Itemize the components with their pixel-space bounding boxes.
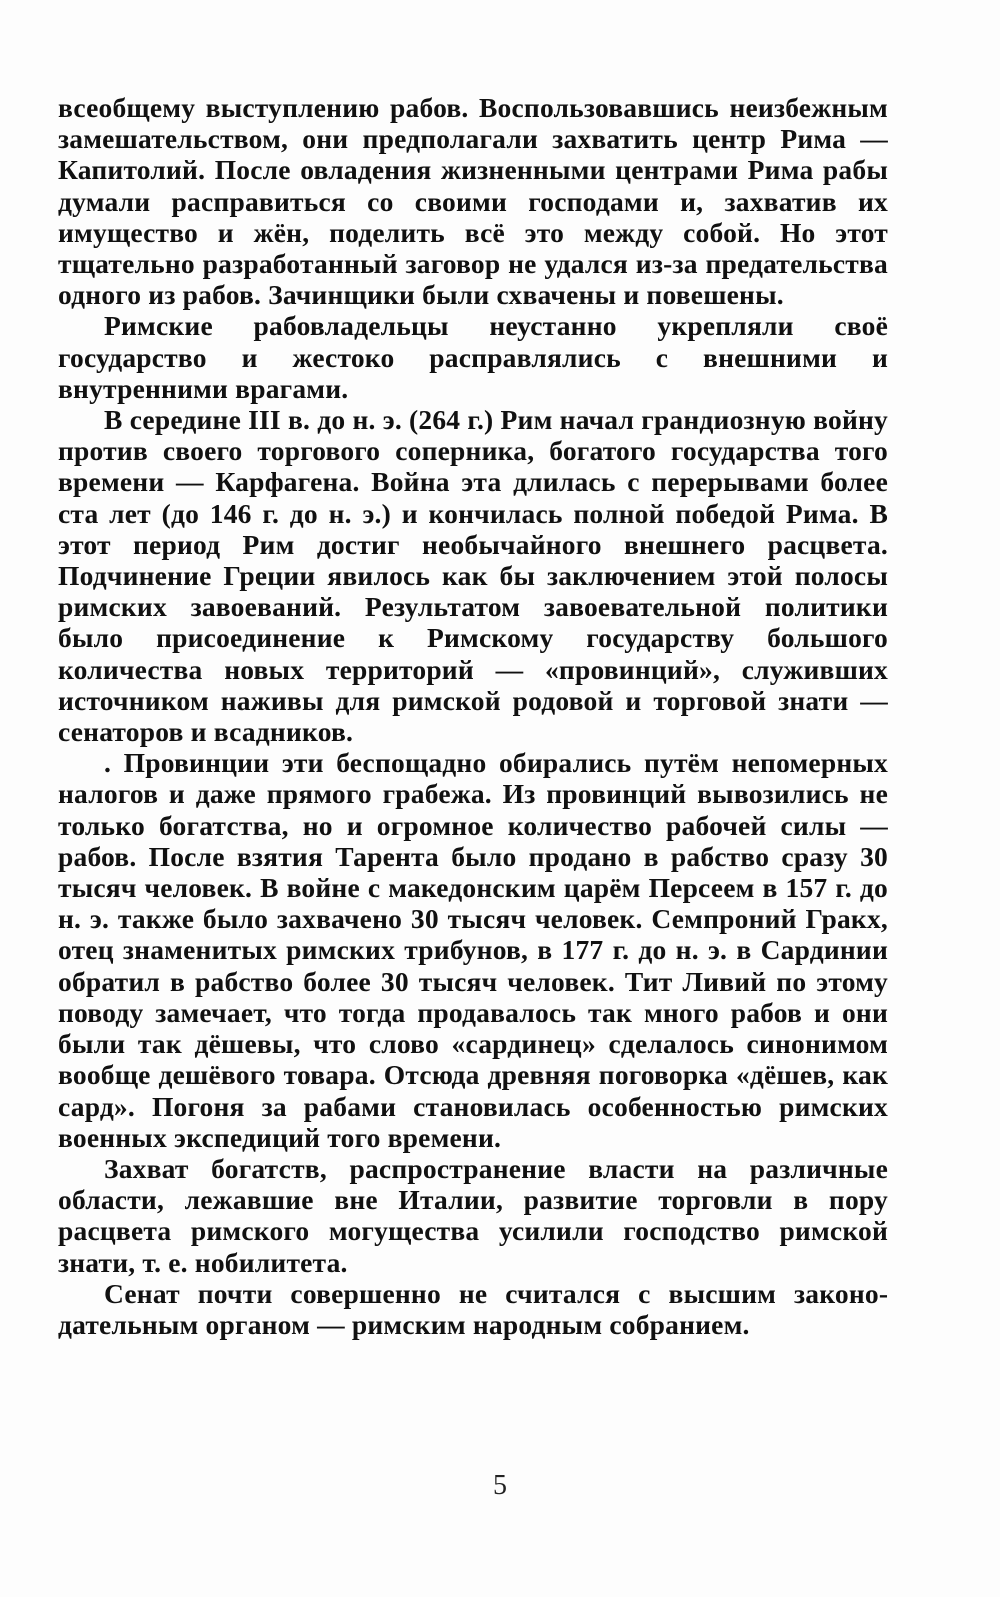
paragraph-4: . Провинции эти беспощадно обирались путём непомерных налогов и даже прямого грабежа. Из провинций вывозились не только богатства, но и огромное количество рабочей силы — рабов. После взятия Тарента было продано в рабство сразу 30 тысяч человек. В войне с македонским царём Персеем в 157 г. до н. э. также было захвачено 30 тысяч человек. Семпроний Гракх, отец знаменитых римских трибунов, в 177 г. до н. э. в Сардинии обратил в рабство более 30 тысяч человек. Тит Ливий по этому поводу замечает, что тогда продавалось так много рабов и они были так дёшевы, что слово «сардинец» сделалось синонимом вообще дешёвого товара. Отсюда древняя поговорка «дёшев, как сард». Погоня за рабами становилась особенностью римских военных экспедиций того времени.	[58, 747, 888, 1153]
paragraph-3: В середине III в. до н. э. (264 г.) Рим начал грандиозную войну против своего торгового соперника, богатого государства того времени — Карфагена. Война эта длилась с перерывами более ста лет (до 146 г. до н. э.) и кончилась полной победой Рима. В этот период Рим достиг необычайного внешнего расцвета. Подчинение Греции явилось как бы заключением этой полосы римских завоеваний. Результатом завоевательной политики было присоединение к Римскому государству большого количества новых территорий — «провинций», служивших источником наживы для римской родовой и торговой знати — сенаторов и всадников.	[58, 404, 888, 748]
page-number: 5	[493, 1470, 507, 1501]
text-column	[58, 92, 888, 1340]
paragraph-2: Римские рабовладельцы неустанно укрепляли своё государство и жестоко расправлялись с внешними и внутренними врагами.	[58, 310, 888, 404]
paragraph-1: всеобщему выступлению рабов. Воспользовавшись неизбежным замешательством, они предполагали захватить центр Рима — Капитолий. После овладения жизненными центрами Рима рабы думали расправиться со своими господами и, захватив их имущество и жён, поделить всё это между собой. Но этот тщательно разработанный заговор не удался из-за предательства одного из рабов. Зачинщики были схвачены и повешены.	[58, 92, 888, 311]
paragraph-6: Сенат почти совершенно не считался с высшим законодательным органом — римским народным собранием.	[58, 1277, 888, 1340]
paragraph-5: Захват богатств, распространение власти на различные области, лежавшие вне Италии, развитие торговли в пору расцвета римского могущества усилили господство римской знати, т. е. нобилитета.	[58, 1152, 888, 1278]
